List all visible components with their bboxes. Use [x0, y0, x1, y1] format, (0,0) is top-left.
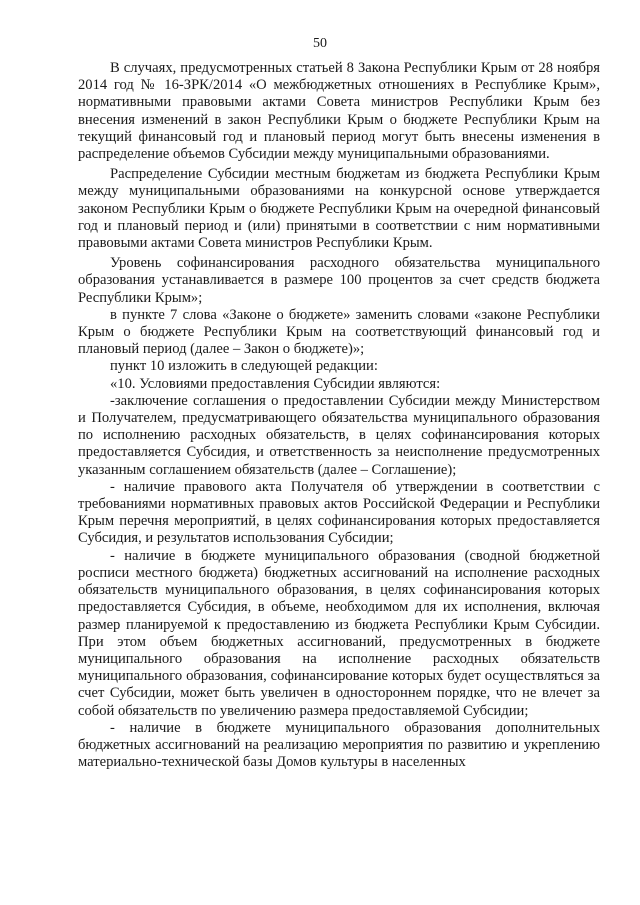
paragraph-item-10-heading: «10. Условиями предоставления Субсидии являются: [110, 375, 441, 392]
paragraph-cofinancing-level: Уровень софинансирования расходного обязательства муниципального образования устанавливается в размере 100 процентов за счет средств бюджета Республики Крым»; [78, 255, 600, 306]
page-number: 50 [313, 36, 327, 51]
paragraph-item-10-intro: пункт 10 изложить в следующей редакции: [110, 358, 378, 375]
paragraph-item-7-amendment: в пункте 7 слова «Законе о бюджете» заменить словами «законе Республики Крым о бюджете Республики Крым на соответствующий финансовый год и плановый период (далее – Закон о бюджете)»; [78, 306, 600, 358]
paragraph-condition-legal-act: - наличие правового акта Получателя об утверждении в соответствии с требованиями нормативных правовых актов Российской Федерации и Республики Крым перечня мероприятий, в целях софинансирования которых предоставляется Субсидия, и результатов использования Субсидии; [78, 478, 600, 547]
document-body [78, 60, 600, 771]
paragraph-condition-budget-allocations: - наличие в бюджете муниципального образования (сводной бюджетной росписи местного бюджета) бюджетных ассигнований на исполнение расходных обязательств муниципального образования, в целях софинансирования которых предоставляется Субсидия, в объеме, необходимом для их исполнения, включая размер планируемой к предоставлению из бюджета Республики Крым Субсидии. При этом объем бюджетных ассигнований, предусмотренных в бюджете муниципального образования на исполнение расходных обязательств муниципального образования, софинансирование которых будет осуществляться за счет Субсидии, может быть увеличен в одностороннем порядке, что не влечет за собой обязательств по увеличению размера предоставляемой Субсидии; [78, 547, 600, 719]
paragraph-subsidy-distribution: Распределение Субсидии местным бюджетам из бюджета Республики Крым между муниципальными образованиями на конкурсной основе утверждается законом Республики Крым о бюджете Республики Крым на очередной финансовый год и плановый период и (или) принятыми в соответствии с ним нормативными правовыми актами Совета министров Республики Крым. [78, 166, 600, 252]
paragraph-condition-additional-allocations: - наличие в бюджете муниципального образования дополнительных бюджетных ассигнований на реализацию мероприятия по развитию и укреплению материально-технической базы Домов культуры в населенных [78, 719, 600, 771]
paragraph-subsidy-changes: В случаях, предусмотренных статьей 8 Закона Республики Крым от 28 ноября 2014 год № 16-ЗРК/2014 «О межбюджетных отношениях в Республике Крым», нормативными правовыми актами Совета министров Республики Крым без внесения изменений в закон Республики Крым о бюджете Республики Крым на текущий финансовый год и плановый период могут быть внесены изменения в распределение объемов Субсидии между муниципальными образованиями. [78, 60, 600, 163]
paragraph-condition-agreement: -заключение соглашения о предоставлении Субсидии между Министерством и Получателем, предусматривающего обязательства муниципального образования по исполнению расходных обязательств, в целях софинансирования которых предоставляется Субсидия, и ответственность за неисполнение предусмотренных указанным соглашением обязательств (далее – Соглашение); [78, 392, 600, 478]
